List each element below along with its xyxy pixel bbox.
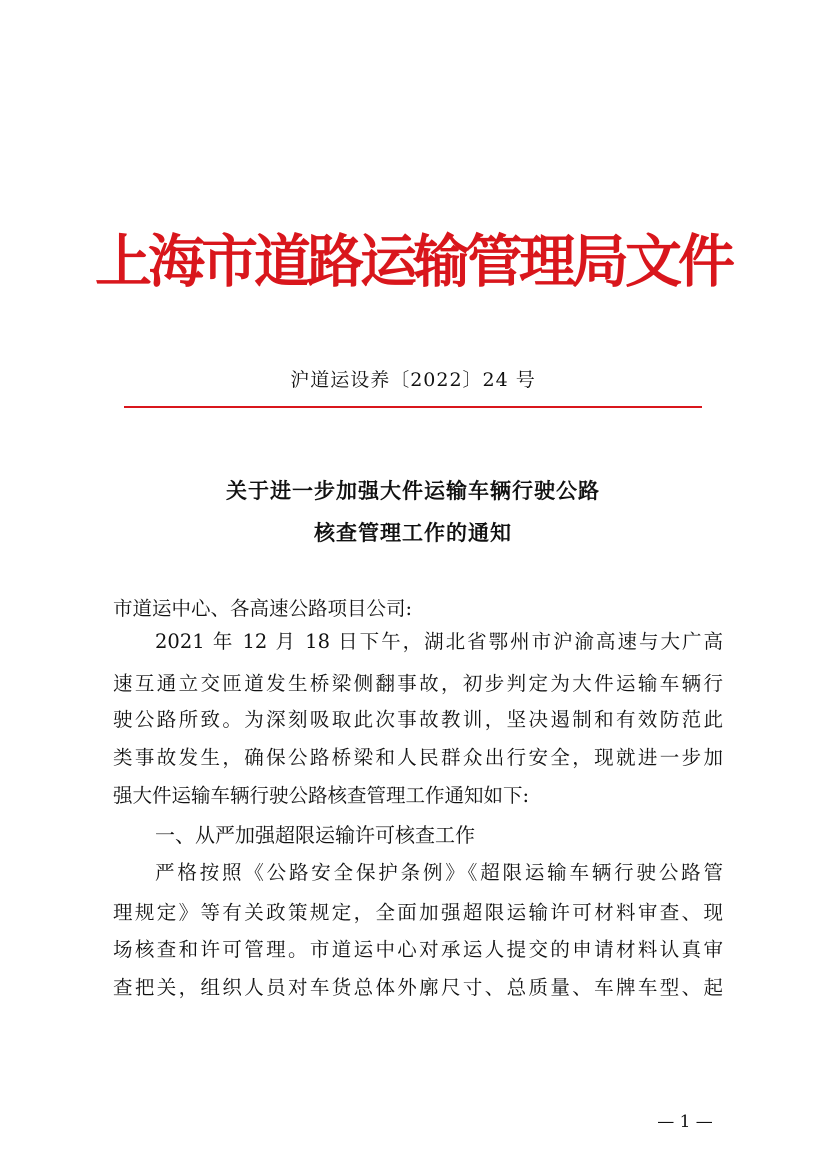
notice-title-line-1: 关于进一步加强大件运输车辆行驶公路	[226, 479, 600, 503]
page-number: — 1 —	[657, 1112, 713, 1132]
paragraph-line: 严格按照《公路安全保护条例》《超限运输车辆行驶公路管	[155, 861, 723, 884]
paragraph-line: 场核查和许可管理。市道运中心对承运人提交的申请材料认真审	[113, 938, 723, 961]
document-number: 沪道运设养〔2022〕24 号	[290, 369, 536, 391]
paragraph-line: 强大件运输车辆行驶公路核查管理工作通知如下:	[113, 784, 530, 807]
paragraph-line: 2021 年 12 月 18 日下午，湖北省鄂州市沪渝高速与大广高	[155, 630, 723, 653]
paragraph-line: 类事故发生，确保公路桥梁和人民群众出行安全，现就进一步加	[113, 746, 723, 769]
red-separator-line	[124, 406, 702, 408]
paragraph-line: 查把关，组织人员对车货总体外廓尺寸、总质量、车牌车型、起	[113, 976, 723, 999]
paragraph-line: 驶公路所致。为深刻吸取此次事故教训，坚决遏制和有效防范此	[113, 708, 723, 731]
notice-title-line-2: 核查管理工作的通知	[314, 521, 512, 545]
addressee: 市道运中心、各高速公路项目公司:	[113, 597, 413, 620]
paragraph-line: 速互通立交匝道发生桥梁侧翻事故，初步判定为大件运输车辆行	[113, 672, 723, 695]
agency-masthead-title: 上海市道路运输管理局文件	[95, 228, 731, 295]
section-heading-1: 一、从严加强超限运输许可核查工作	[155, 823, 475, 847]
paragraph-line: 理规定》等有关政策规定，全面加强超限运输许可材料审查、现	[113, 901, 723, 924]
